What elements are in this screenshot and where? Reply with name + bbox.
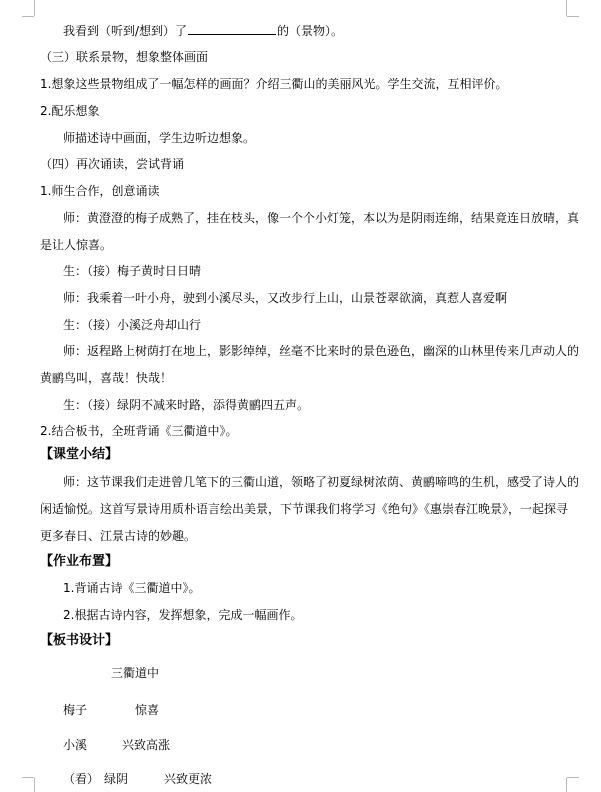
paragraph: 师：黄澄澄的梅子成熟了，挂在枝头，像一个个小灯笼，本以为是阴雨连绵，结果竟连日放晴，真: [63, 211, 580, 225]
paragraph: 1.师生合作，创意诵读: [40, 184, 160, 198]
crop-mark: [34, 0, 35, 16]
section-title: 【课堂小结】: [40, 447, 119, 462]
fill-in-line: [63, 23, 343, 38]
text-segment: 我看到（听到/想到）了: [63, 24, 188, 38]
section-title: 【板书设计】: [40, 633, 119, 648]
board-item: 小溪: [63, 738, 88, 752]
board-item: （看）: [63, 772, 100, 786]
crop-mark: [566, 778, 567, 792]
text-segment: 的（景物）。: [277, 24, 344, 38]
paragraph: 2.根据古诗内容，发挥想象，完成一幅画作。: [63, 608, 303, 622]
paragraph: 闲适愉悦。这首写景诗用质朴语言绘出美景，下节课我们将学习《绝句》《惠崇春江晚景》，一起探寻: [40, 502, 569, 516]
paragraph: 2.配乐想象: [40, 104, 100, 118]
paragraph: 1.想象这些景物组成了一幅怎样的画面？介绍三衢山的美丽风光。学生交流，互相评价。: [40, 77, 508, 91]
section-heading: （三）联系景物，想象整体画面: [40, 50, 209, 64]
paragraph: 更多春日、江景古诗的妙趣。: [40, 529, 197, 543]
crop-mark: [567, 16, 579, 17]
crop-mark: [566, 0, 567, 16]
paragraph: 师：返程路上树荫打在地上，影影绰绰，丝毫不比来时的景色逊色，幽深的山林里传来几声动人的: [63, 344, 580, 358]
paragraph: 黄鹂鸟叫，喜哉！快哉！: [40, 371, 173, 385]
crop-mark: [22, 16, 34, 17]
paragraph: 生：（接）梅子黄时日日晴: [63, 264, 202, 278]
board-item: 绿阴: [104, 772, 129, 786]
paragraph: 师描述诗中画面，学生边听边想象。: [63, 131, 256, 145]
crop-mark: [567, 777, 579, 778]
paragraph: 2.结合板书，全班背诵《三衢道中》。: [40, 424, 238, 438]
board-item: 兴致更浓: [164, 772, 213, 786]
paragraph: 生：（接）小溪泛舟却山行: [63, 318, 202, 332]
paragraph: 是让人惊喜。: [40, 238, 113, 252]
board-item: 惊喜: [135, 703, 160, 717]
board-item: 兴致高涨: [122, 738, 171, 752]
paragraph: 师：我乘着一叶小舟，驶到小溪尽头，又改步行上山，山景苍翠欲滴，真惹人喜爱啊: [63, 291, 508, 305]
board-title: 三衢道中: [111, 666, 160, 680]
crop-mark: [34, 778, 35, 792]
paragraph: 师：这节课我们走进曾几笔下的三衢山道，领略了初夏绿树浓荫、黄鹂啼鸣的生机，感受了诗人的: [63, 475, 580, 489]
paragraph: 1.背诵古诗《三衢道中》。: [63, 581, 201, 595]
section-title: 【作业布置】: [40, 554, 119, 569]
board-item: 梅子: [63, 703, 88, 717]
paragraph: 生：（接）绿阴不减来时路，添得黄鹂四五声。: [63, 398, 310, 412]
answer-blank: [188, 23, 276, 35]
section-heading: （四）再次诵读，尝试背诵: [40, 157, 185, 171]
crop-mark: [22, 777, 34, 778]
